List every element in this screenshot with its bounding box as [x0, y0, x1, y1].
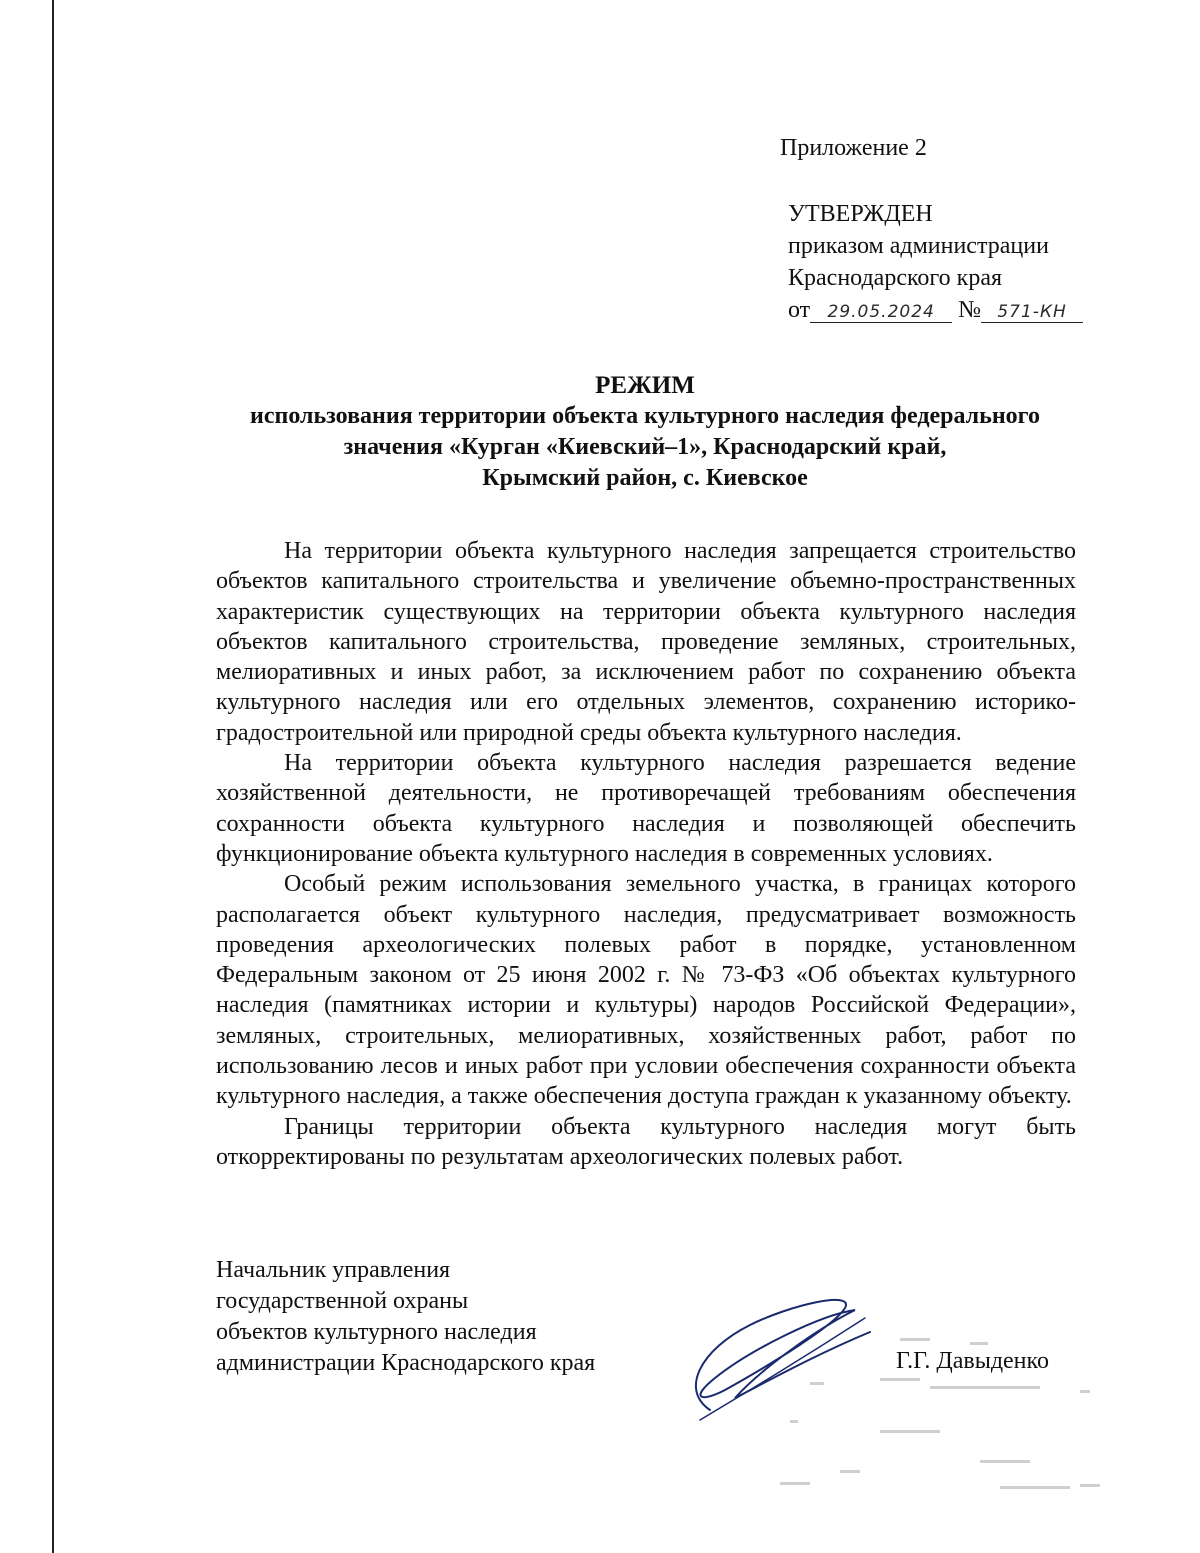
approved-by-line2: Краснодарского края: [788, 265, 1003, 291]
document-title: [215, 370, 1075, 494]
document-body: [216, 536, 1076, 1172]
signer-line4: администрации Краснодарского края: [216, 1350, 596, 1376]
signer-name: Г.Г. Давыденко: [896, 1348, 1049, 1374]
signer-line1: Начальник управления: [216, 1257, 451, 1283]
scan-left-edge: [52, 0, 54, 1553]
approved-by-line1: приказом администрации: [788, 233, 1049, 259]
title-line4: Крымский район, с. Киевское: [482, 465, 808, 491]
order-date-number: [788, 294, 1083, 326]
title-line3: значения «Курган «Киевский–1», Краснодарский край,: [343, 434, 947, 460]
signer-line3: объектов культурного наследия: [216, 1319, 537, 1345]
order-number: 571-КН: [981, 302, 1083, 323]
number-prefix: №: [958, 297, 982, 323]
stamp-icon: [780, 1320, 1120, 1520]
paragraph-1: На территории объекта культурного наследия запрещается строительство объектов капитального строительства и увеличение объемно-пространственных характеристик существующих на территории объекта культурного наследия объектов капитального строительства, проведение земляных, строительных, мелиоративных и иных работ, за исключением работ по сохранению объекта культурного наследия или его отдельных элементов, сохранению историко-градостроительной или природной среды объекта культурного наследия.: [216, 538, 1076, 746]
title-line2: использования территории объекта культурного наследия федерального: [250, 403, 1040, 429]
approved-heading: УТВЕРЖДЕН: [788, 201, 933, 227]
signer-line2: государственной охраны: [216, 1288, 469, 1314]
signer-block: [216, 1255, 595, 1379]
order-date: 29.05.2024: [810, 302, 952, 323]
paragraph-2: На территории объекта культурного наследия разрешается ведение хозяйственной деятельности, не противоречащей требованиям обеспечения сохранности объекта культурного наследия и позволяющей обеспечить функционирование объекта культурного наследия в современных условиях.: [216, 750, 1076, 867]
title-line1: РЕЖИМ: [595, 372, 695, 399]
approval-block: [788, 198, 1083, 326]
paragraph-3: Особый режим использования земельного участка, в границах которого располагается объект культурного наследия, предусматривает возможность проведения археологических полевых работ в порядке, установленном Федеральным законом от 25 июня 2002 г. № 73-ФЗ «Об объектах культурного наследия (памятниках истории и культуры) народов Российской Федерации», земляных, строительных, мелиоративных, хозяйственных работ, работ по использованию лесов и иных работ при условии обеспечения сохранности объекта культурного наследия, а также обеспечения доступа граждан к указанному объекту.: [216, 871, 1076, 1110]
date-prefix: от: [788, 297, 811, 323]
paragraph-4: Границы территории объекта культурного наследия могут быть откорректированы по результатам археологических полевых работ.: [216, 1113, 1076, 1170]
appendix-label: Приложение 2: [780, 135, 927, 161]
